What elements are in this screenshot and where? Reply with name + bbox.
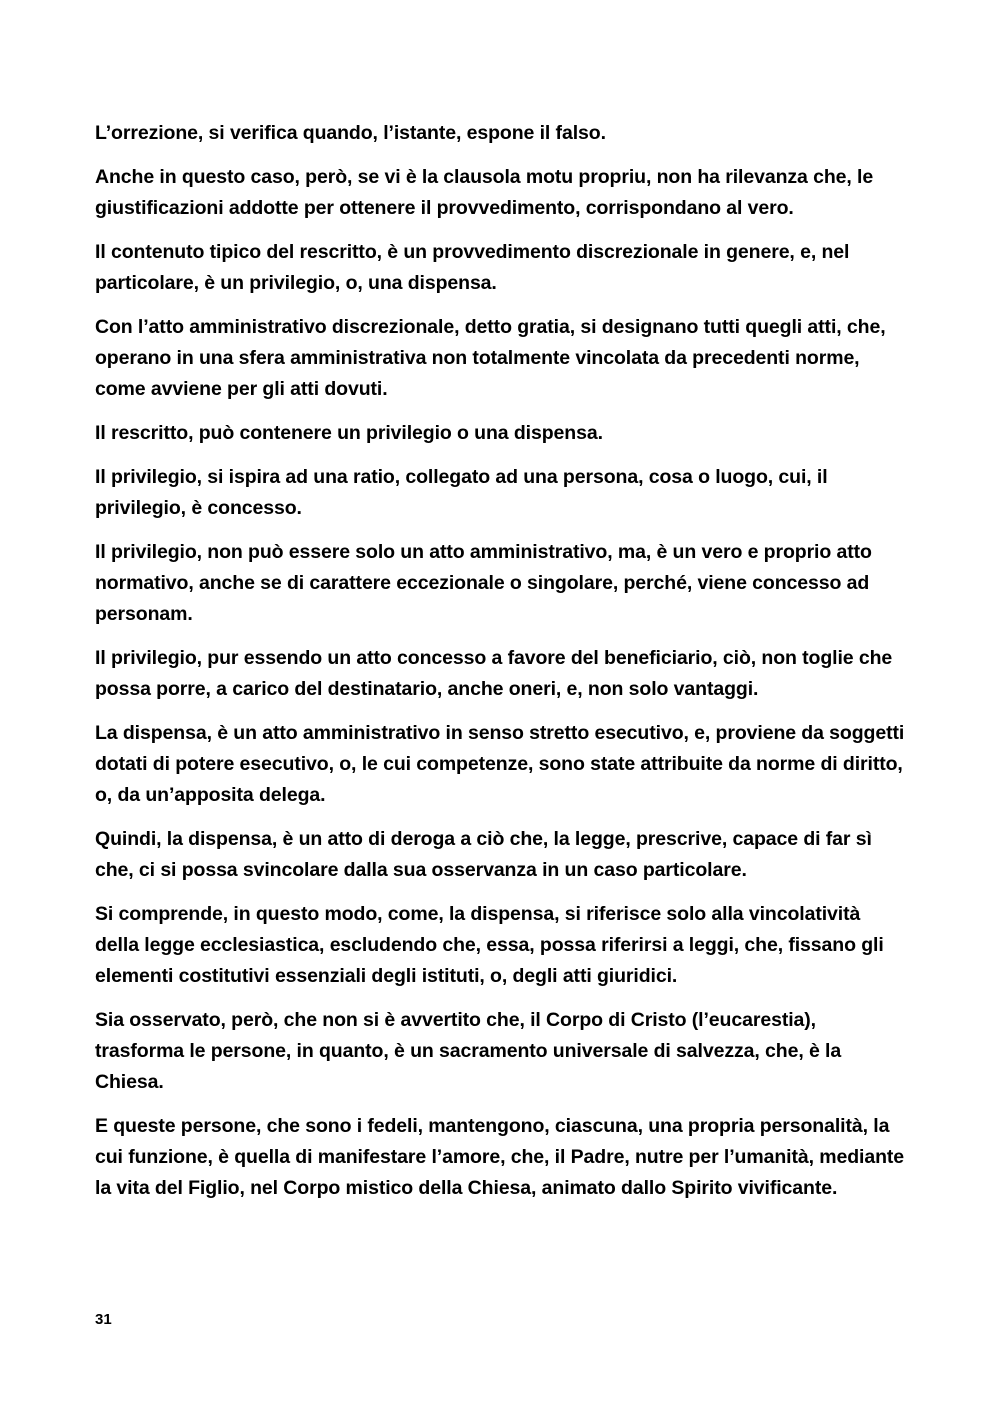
paragraph: Quindi, la dispensa, è un atto di deroga a ciò che, la legge, prescrive, capace di far sì che, ci si possa svincolare dalla sua osservanza in un caso particolare. <box>95 828 872 881</box>
paragraph: L’orrezione, si verifica quando, l’istante, espone il falso. <box>95 122 606 144</box>
paragraph: E queste persone, che sono i fedeli, mantengono, ciascuna, una propria personalità, la cui funzione, è quella di manifestare l’amore, che, il Padre, nutre per l’umanità, mediante la vita del Figlio, nel Corpo mistico della Chiesa, animato dallo Spirito vivificante. <box>95 1115 905 1199</box>
paragraph: Il privilegio, non può essere solo un atto amministrativo, ma, è un vero e proprio atto normativo, anche se di carattere eccezionale o singolare, perché, viene concesso ad personam. <box>95 541 872 625</box>
paragraph: Anche in questo caso, però, se vi è la clausola motu propriu, non ha rilevanza che, le giustificazioni addotte per ottenere il provvedimento, corrispondano al vero. <box>95 166 874 219</box>
page-number: 31 <box>95 1311 112 1328</box>
paragraph: Sia osservato, però, che non si è avvertito che, il Corpo di Cristo (l’eucarestia), trasforma le persone, in quanto, è un sacramento universale di salvezza, che, è la Chiesa. <box>95 1009 842 1093</box>
document-body <box>95 118 907 1217</box>
paragraph: Il contenuto tipico del rescritto, è un provvedimento discrezionale in genere, e, nel particolare, è un privilegio, o, una dispensa. <box>95 241 850 294</box>
paragraph: Il privilegio, pur essendo un atto concesso a favore del beneficiario, ciò, non toglie che possa porre, a carico del destinatario, anche oneri, e, non solo vantaggi. <box>95 647 893 700</box>
paragraph: Con l’atto amministrativo discrezionale, detto gratia, si designano tutti quegli atti, che, operano in una sfera amministrativa non totalmente vincolata da precedenti norme, come avviene per gli atti dovuti. <box>95 316 886 400</box>
paragraph: Il rescritto, può contenere un privilegio o una dispensa. <box>95 422 603 444</box>
paragraph: La dispensa, è un atto amministrativo in senso stretto esecutivo, e, proviene da soggetti dotati di potere esecutivo, o, le cui competenze, sono state attribuite da norme di diritto, o, da un’apposita delega. <box>95 722 905 806</box>
paragraph: Si comprende, in questo modo, come, la dispensa, si riferisce solo alla vincolatività della legge ecclesiastica, escludendo che, essa, possa riferirsi a leggi, che, fissano gli elementi costitutivi essenziali degli istituti, o, degli atti giuridici. <box>95 903 884 987</box>
paragraph: Il privilegio, si ispira ad una ratio, collegato ad una persona, cosa o luogo, cui, il privilegio, è concesso. <box>95 466 828 519</box>
